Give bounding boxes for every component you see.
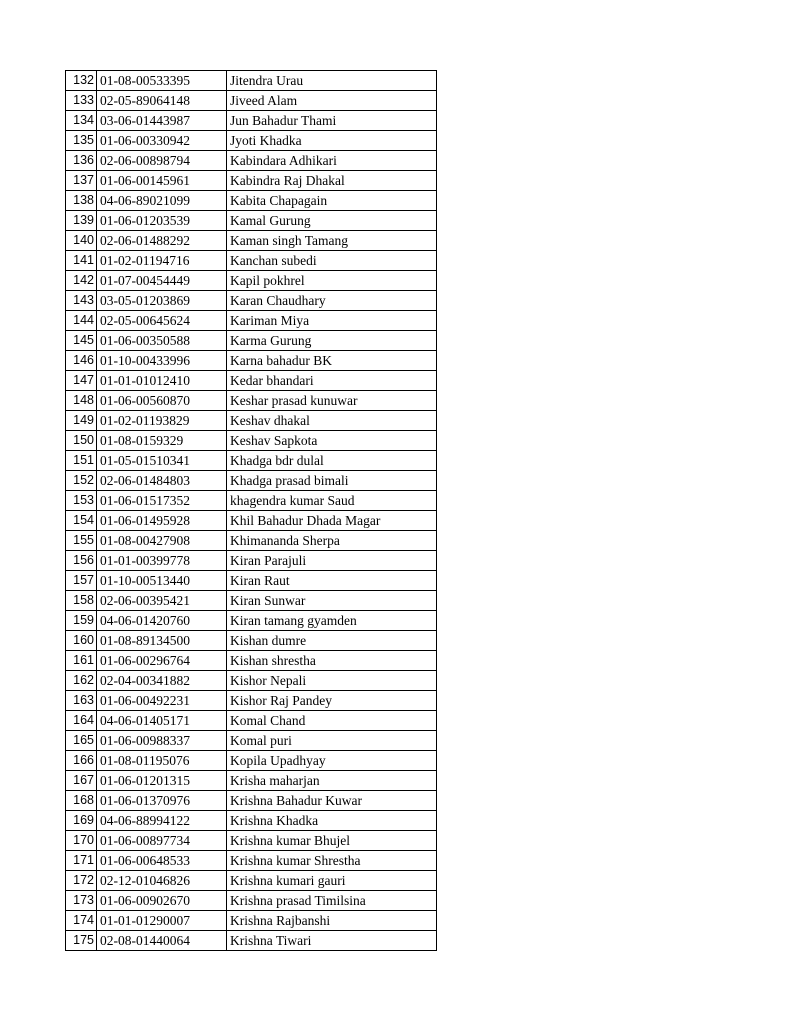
table-row — [66, 671, 437, 691]
person-name-cell: Jun Bahadur Thami — [227, 111, 437, 131]
table-row — [66, 251, 437, 271]
person-name-cell: Jyoti Khadka — [227, 131, 437, 151]
serial-number-cell: 156 — [66, 551, 97, 571]
serial-number-cell: 151 — [66, 451, 97, 471]
id-number-cell: 01-10-00513440 — [97, 571, 227, 591]
table-row — [66, 731, 437, 751]
id-number-cell: 01-02-01193829 — [97, 411, 227, 431]
person-name-cell: Kishor Nepali — [227, 671, 437, 691]
serial-number-cell: 160 — [66, 631, 97, 651]
table-row — [66, 871, 437, 891]
id-number-cell: 01-06-00902670 — [97, 891, 227, 911]
serial-number-cell: 154 — [66, 511, 97, 531]
serial-number-cell: 172 — [66, 871, 97, 891]
table-row — [66, 151, 437, 171]
table-row — [66, 271, 437, 291]
serial-number-cell: 161 — [66, 651, 97, 671]
person-name-cell: Krishna Tiwari — [227, 931, 437, 951]
table-row — [66, 231, 437, 251]
table-row — [66, 411, 437, 431]
serial-number-cell: 136 — [66, 151, 97, 171]
serial-number-cell: 159 — [66, 611, 97, 631]
serial-number-cell: 147 — [66, 371, 97, 391]
id-number-cell: 02-06-00395421 — [97, 591, 227, 611]
serial-number-cell: 149 — [66, 411, 97, 431]
person-name-cell: Kiran tamang gyamden — [227, 611, 437, 631]
person-name-cell: Krishna prasad Timilsina — [227, 891, 437, 911]
id-number-cell: 01-06-01370976 — [97, 791, 227, 811]
table-row — [66, 891, 437, 911]
serial-number-cell: 163 — [66, 691, 97, 711]
table-row — [66, 611, 437, 631]
table-row — [66, 351, 437, 371]
person-name-cell: Karan Chaudhary — [227, 291, 437, 311]
serial-number-cell: 175 — [66, 931, 97, 951]
person-name-cell: khagendra kumar Saud — [227, 491, 437, 511]
id-number-cell: 02-04-00341882 — [97, 671, 227, 691]
serial-number-cell: 140 — [66, 231, 97, 251]
person-name-cell: Khadga prasad bimali — [227, 471, 437, 491]
table-row — [66, 711, 437, 731]
person-name-cell: Kabindra Raj Dhakal — [227, 171, 437, 191]
person-name-cell: Krisha maharjan — [227, 771, 437, 791]
serial-number-cell: 174 — [66, 911, 97, 931]
serial-number-cell: 166 — [66, 751, 97, 771]
serial-number-cell: 157 — [66, 571, 97, 591]
person-name-cell: Krishna Bahadur Kuwar — [227, 791, 437, 811]
person-name-cell: Kanchan subedi — [227, 251, 437, 271]
person-name-cell: Karma Gurung — [227, 331, 437, 351]
id-number-cell: 01-08-00533395 — [97, 71, 227, 91]
serial-number-cell: 173 — [66, 891, 97, 911]
id-number-cell: 01-06-01203539 — [97, 211, 227, 231]
serial-number-cell: 164 — [66, 711, 97, 731]
serial-number-cell: 133 — [66, 91, 97, 111]
id-number-cell: 02-06-01484803 — [97, 471, 227, 491]
person-name-cell: Krishna Khadka — [227, 811, 437, 831]
serial-number-cell: 153 — [66, 491, 97, 511]
roster-table — [65, 70, 437, 951]
table-row — [66, 451, 437, 471]
id-number-cell: 01-06-00492231 — [97, 691, 227, 711]
id-number-cell: 01-06-01495928 — [97, 511, 227, 531]
serial-number-cell: 137 — [66, 171, 97, 191]
person-name-cell: Jitendra Urau — [227, 71, 437, 91]
id-number-cell: 01-08-89134500 — [97, 631, 227, 651]
id-number-cell: 01-08-00427908 — [97, 531, 227, 551]
id-number-cell: 01-06-00897734 — [97, 831, 227, 851]
table-row — [66, 651, 437, 671]
table-row — [66, 91, 437, 111]
serial-number-cell: 135 — [66, 131, 97, 151]
table-row — [66, 751, 437, 771]
person-name-cell: Kedar bhandari — [227, 371, 437, 391]
serial-number-cell: 139 — [66, 211, 97, 231]
table-row — [66, 931, 437, 951]
table-row — [66, 391, 437, 411]
id-number-cell: 01-06-00145961 — [97, 171, 227, 191]
person-name-cell: Keshav dhakal — [227, 411, 437, 431]
id-number-cell: 01-10-00433996 — [97, 351, 227, 371]
person-name-cell: Kishan shrestha — [227, 651, 437, 671]
table-row — [66, 511, 437, 531]
table-row — [66, 331, 437, 351]
table-row — [66, 571, 437, 591]
id-number-cell: 01-06-00648533 — [97, 851, 227, 871]
table-row — [66, 551, 437, 571]
id-number-cell: 01-06-01201315 — [97, 771, 227, 791]
id-number-cell: 02-05-00645624 — [97, 311, 227, 331]
table-row — [66, 211, 437, 231]
person-name-cell: Komal Chand — [227, 711, 437, 731]
table-row — [66, 111, 437, 131]
id-number-cell: 01-07-00454449 — [97, 271, 227, 291]
person-name-cell: Krishna kumari gauri — [227, 871, 437, 891]
id-number-cell: 01-06-00988337 — [97, 731, 227, 751]
table-row — [66, 291, 437, 311]
table-row — [66, 491, 437, 511]
person-name-cell: Kariman Miya — [227, 311, 437, 331]
person-name-cell: Krishna kumar Bhujel — [227, 831, 437, 851]
table-row — [66, 631, 437, 651]
id-number-cell: 01-06-00560870 — [97, 391, 227, 411]
table-row — [66, 691, 437, 711]
table-row — [66, 191, 437, 211]
table-row — [66, 371, 437, 391]
id-number-cell: 01-01-00399778 — [97, 551, 227, 571]
serial-number-cell: 171 — [66, 851, 97, 871]
table-row — [66, 851, 437, 871]
serial-number-cell: 150 — [66, 431, 97, 451]
id-number-cell: 01-06-00330942 — [97, 131, 227, 151]
table-row — [66, 131, 437, 151]
id-number-cell: 04-06-01405171 — [97, 711, 227, 731]
serial-number-cell: 169 — [66, 811, 97, 831]
person-name-cell: Kabita Chapagain — [227, 191, 437, 211]
serial-number-cell: 155 — [66, 531, 97, 551]
serial-number-cell: 138 — [66, 191, 97, 211]
serial-number-cell: 143 — [66, 291, 97, 311]
serial-number-cell: 170 — [66, 831, 97, 851]
table-row — [66, 591, 437, 611]
id-number-cell: 03-05-01203869 — [97, 291, 227, 311]
table-row — [66, 311, 437, 331]
person-name-cell: Khil Bahadur Dhada Magar — [227, 511, 437, 531]
serial-number-cell: 148 — [66, 391, 97, 411]
table-row — [66, 431, 437, 451]
serial-number-cell: 165 — [66, 731, 97, 751]
serial-number-cell: 162 — [66, 671, 97, 691]
table-row — [66, 791, 437, 811]
serial-number-cell: 158 — [66, 591, 97, 611]
table-row — [66, 911, 437, 931]
person-name-cell: Krishna Rajbanshi — [227, 911, 437, 931]
id-number-cell: 01-01-01012410 — [97, 371, 227, 391]
person-name-cell: Keshav Sapkota — [227, 431, 437, 451]
serial-number-cell: 142 — [66, 271, 97, 291]
serial-number-cell: 168 — [66, 791, 97, 811]
id-number-cell: 04-06-89021099 — [97, 191, 227, 211]
person-name-cell: Jiveed Alam — [227, 91, 437, 111]
person-name-cell: Kiran Sunwar — [227, 591, 437, 611]
serial-number-cell: 167 — [66, 771, 97, 791]
serial-number-cell: 145 — [66, 331, 97, 351]
person-name-cell: Khadga bdr dulal — [227, 451, 437, 471]
person-name-cell: Kopila Upadhyay — [227, 751, 437, 771]
id-number-cell: 02-08-01440064 — [97, 931, 227, 951]
id-number-cell: 01-06-00296764 — [97, 651, 227, 671]
id-number-cell: 02-06-01488292 — [97, 231, 227, 251]
serial-number-cell: 146 — [66, 351, 97, 371]
table-row — [66, 171, 437, 191]
person-name-cell: Khimananda Sherpa — [227, 531, 437, 551]
id-number-cell: 03-06-01443987 — [97, 111, 227, 131]
person-name-cell: Kishan dumre — [227, 631, 437, 651]
serial-number-cell: 132 — [66, 71, 97, 91]
person-name-cell: Kiran Parajuli — [227, 551, 437, 571]
table-row — [66, 771, 437, 791]
serial-number-cell: 144 — [66, 311, 97, 331]
id-number-cell: 02-05-89064148 — [97, 91, 227, 111]
person-name-cell: Kapil pokhrel — [227, 271, 437, 291]
id-number-cell: 01-06-01517352 — [97, 491, 227, 511]
person-name-cell: Kishor Raj Pandey — [227, 691, 437, 711]
id-number-cell: 01-02-01194716 — [97, 251, 227, 271]
serial-number-cell: 141 — [66, 251, 97, 271]
id-number-cell: 01-05-01510341 — [97, 451, 227, 471]
id-number-cell: 02-12-01046826 — [97, 871, 227, 891]
serial-number-cell: 152 — [66, 471, 97, 491]
table-row — [66, 71, 437, 91]
id-number-cell: 01-08-0159329 — [97, 431, 227, 451]
person-name-cell: Kabindara Adhikari — [227, 151, 437, 171]
person-name-cell: Kiran Raut — [227, 571, 437, 591]
id-number-cell: 01-06-00350588 — [97, 331, 227, 351]
table-row — [66, 831, 437, 851]
person-name-cell: Kamal Gurung — [227, 211, 437, 231]
person-name-cell: Keshar prasad kunuwar — [227, 391, 437, 411]
table-row — [66, 531, 437, 551]
id-number-cell: 04-06-88994122 — [97, 811, 227, 831]
serial-number-cell: 134 — [66, 111, 97, 131]
person-name-cell: Karna bahadur BK — [227, 351, 437, 371]
roster-table-body — [66, 71, 437, 951]
id-number-cell: 01-08-01195076 — [97, 751, 227, 771]
id-number-cell: 02-06-00898794 — [97, 151, 227, 171]
table-row — [66, 811, 437, 831]
id-number-cell: 01-01-01290007 — [97, 911, 227, 931]
person-name-cell: Krishna kumar Shrestha — [227, 851, 437, 871]
table-row — [66, 471, 437, 491]
id-number-cell: 04-06-01420760 — [97, 611, 227, 631]
person-name-cell: Kaman singh Tamang — [227, 231, 437, 251]
person-name-cell: Komal puri — [227, 731, 437, 751]
